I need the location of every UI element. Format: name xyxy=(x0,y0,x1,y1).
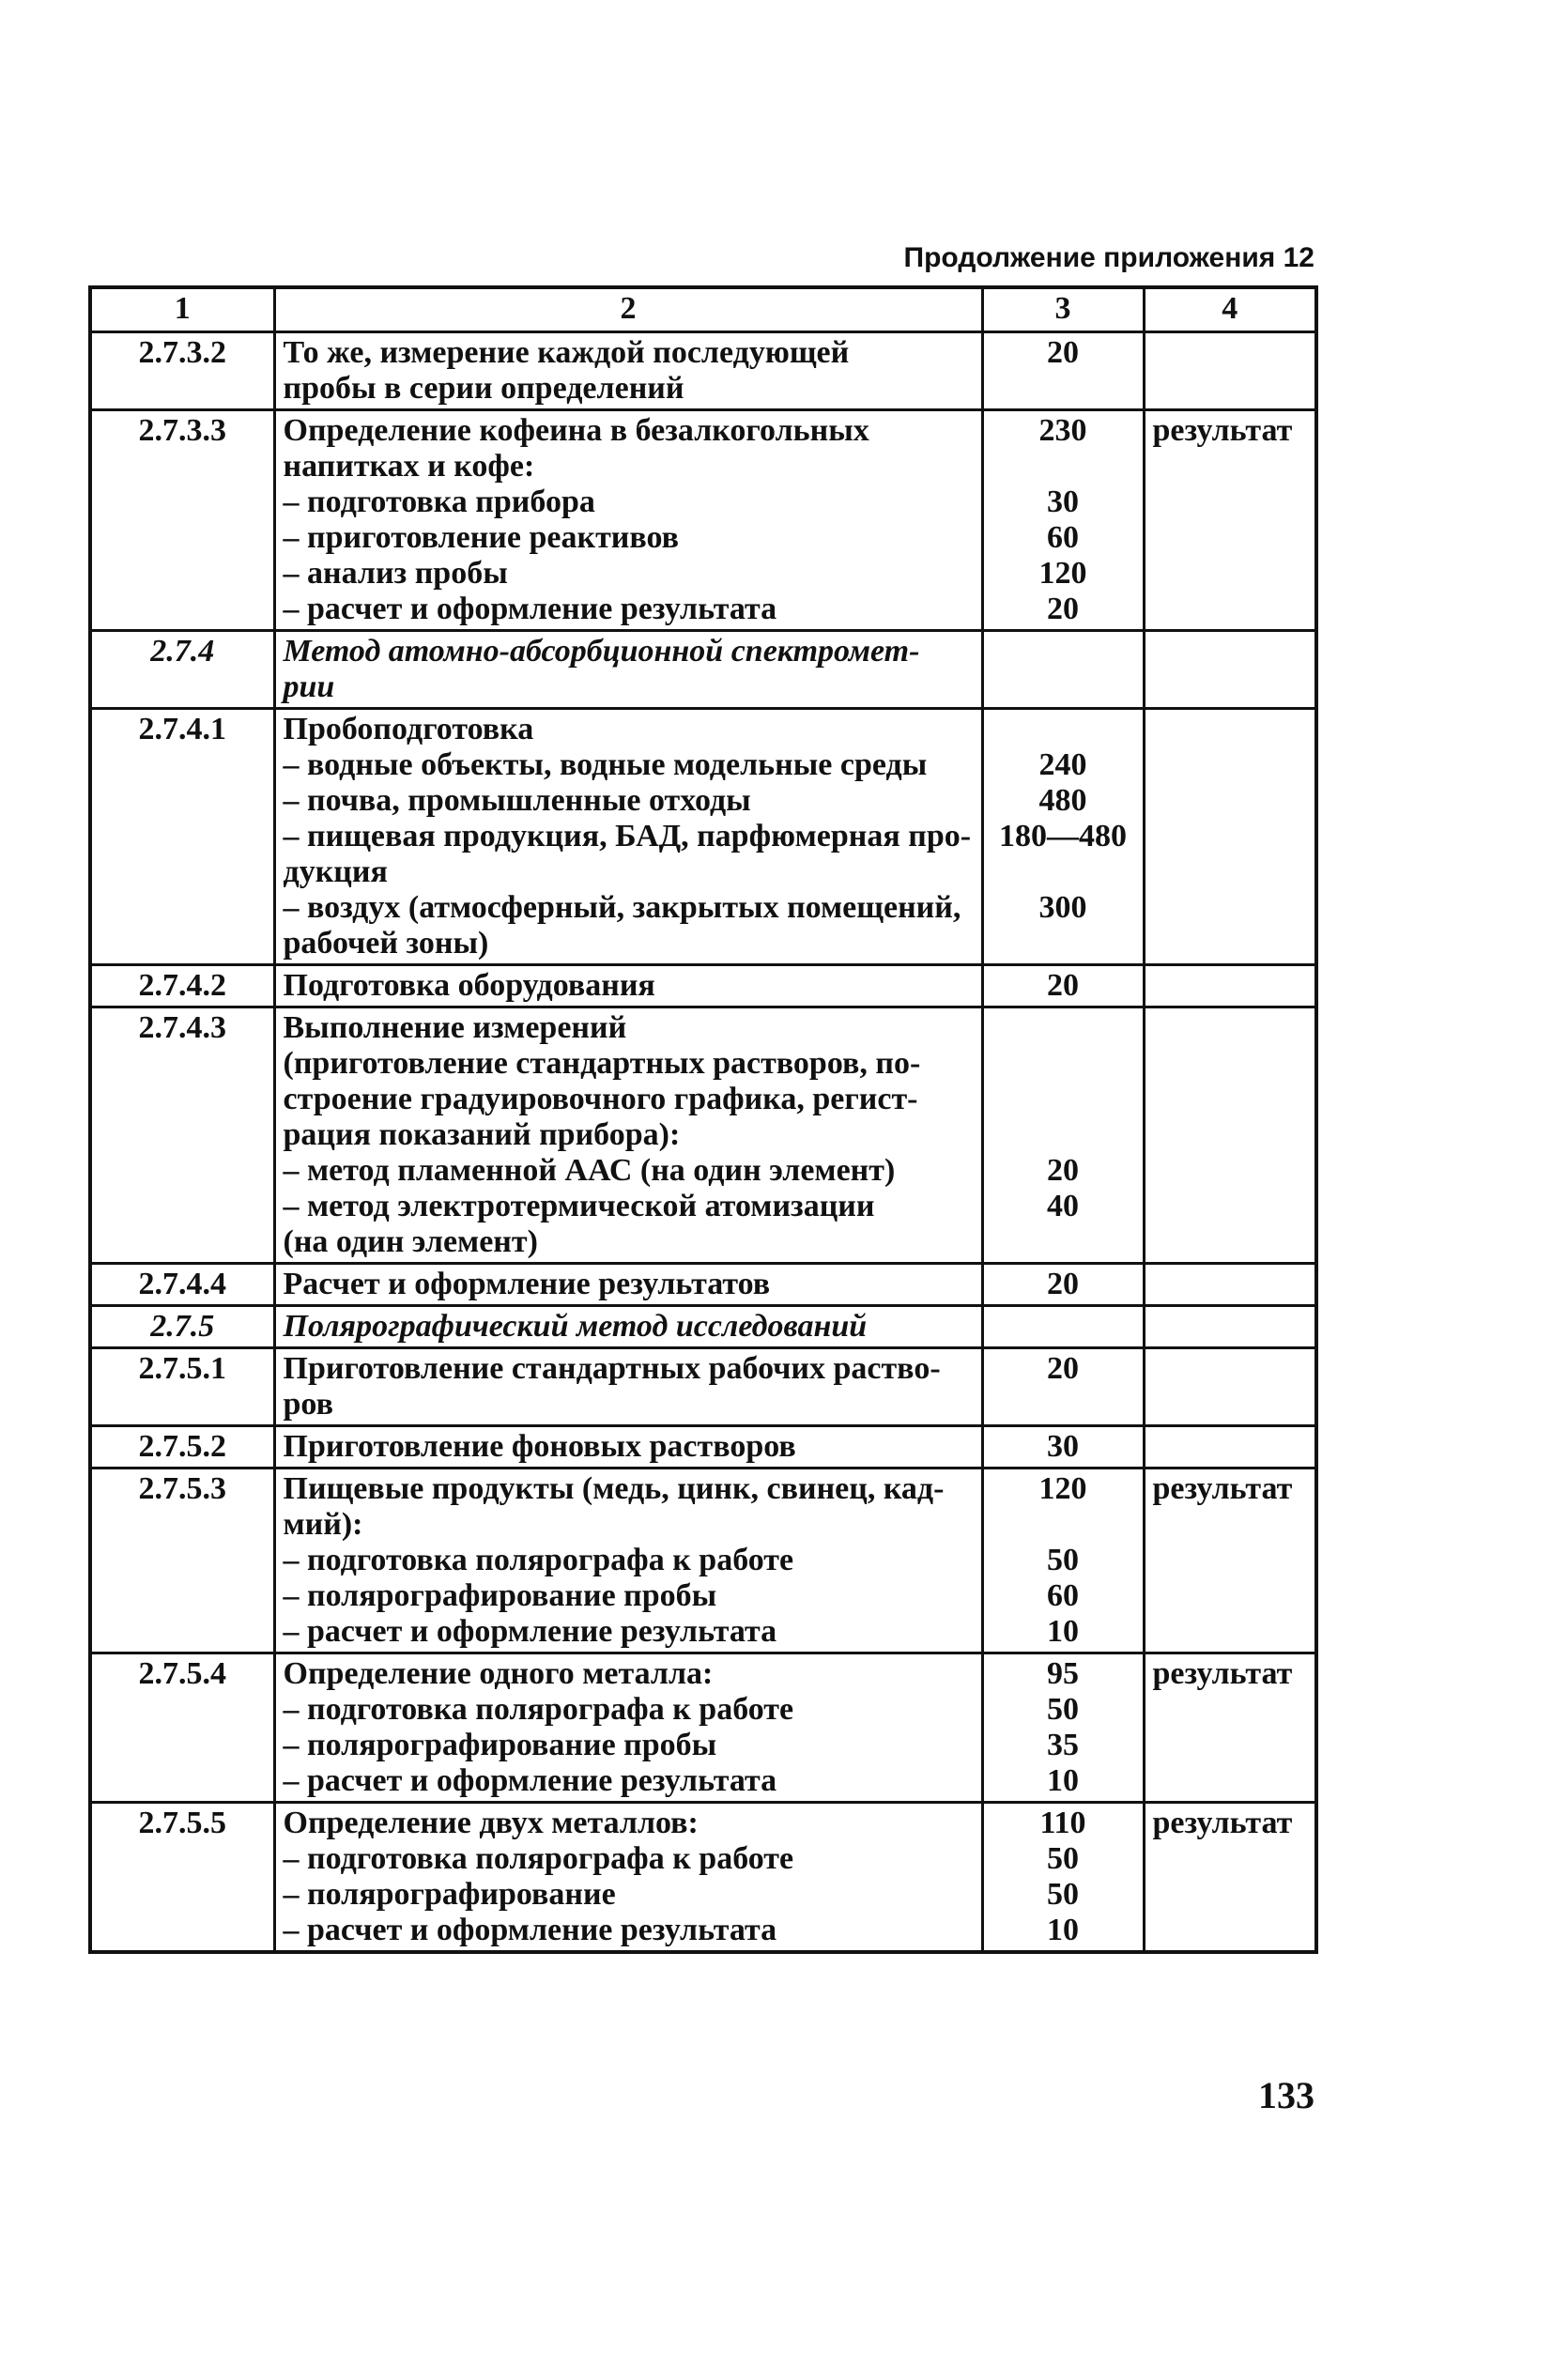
time-value-line: 230 xyxy=(1038,413,1087,448)
table-row xyxy=(90,1653,1316,1803)
description-line: – пищевая продукция, БАД, парфюмерная про- xyxy=(283,819,972,853)
description-line: рация показаний прибора): xyxy=(283,1117,681,1152)
row-unit-note xyxy=(1144,1264,1316,1306)
row-unit-note xyxy=(1144,1007,1316,1264)
description-line: – расчет и оформление результата xyxy=(283,1763,777,1798)
row-code: 2.7.5.2 xyxy=(90,1426,274,1468)
time-value-line xyxy=(992,1309,1135,1345)
row-unit-note: результат xyxy=(1144,1803,1316,1953)
row-description xyxy=(274,332,982,410)
time-value-line: 60 xyxy=(1047,1578,1079,1613)
time-value-line: 50 xyxy=(1047,1877,1079,1912)
description-line: ров xyxy=(283,1387,333,1422)
description-line: – приготовление реактивов xyxy=(283,520,680,555)
time-value-line: 50 xyxy=(1047,1543,1079,1577)
table-row xyxy=(90,332,1316,410)
header-col-4: 4 xyxy=(1144,287,1316,332)
row-time-value xyxy=(982,1348,1144,1426)
row-code: 2.7.4.1 xyxy=(90,709,274,965)
table-row xyxy=(90,410,1316,631)
row-description xyxy=(274,631,982,709)
row-unit-note xyxy=(1144,631,1316,709)
description-line: рабочей зоны) xyxy=(283,926,489,961)
row-time-value xyxy=(982,1803,1144,1953)
time-value-line: 35 xyxy=(1047,1728,1079,1762)
time-value-line: 30 xyxy=(1047,484,1079,519)
description-line: Расчет и оформление результатов xyxy=(283,1267,771,1301)
time-value-line xyxy=(992,1117,1135,1153)
row-code: 2.7.3.3 xyxy=(90,410,274,631)
time-value-line xyxy=(992,449,1135,484)
row-description xyxy=(274,1803,982,1953)
table-row xyxy=(90,1007,1316,1264)
row-unit-note xyxy=(1144,1426,1316,1468)
row-time-value xyxy=(982,1306,1144,1348)
description-line: Приготовление фоновых растворов xyxy=(283,1429,796,1464)
time-value-line: 120 xyxy=(1038,1471,1087,1506)
description-line: – полярографирование пробы xyxy=(283,1728,717,1762)
table-caption: Продолжение приложения 12 xyxy=(903,242,1314,273)
description-line: напитках и кофе: xyxy=(283,449,535,484)
table-row xyxy=(90,631,1316,709)
header-col-1: 1 xyxy=(90,287,274,332)
description-line: – расчет и оформление результата xyxy=(283,1913,777,1947)
description-line: Подготовка оборудования xyxy=(283,968,655,1003)
row-time-value xyxy=(982,965,1144,1007)
time-value-line: 10 xyxy=(1047,1763,1079,1798)
time-value-line: 120 xyxy=(1038,556,1087,591)
row-time-value xyxy=(982,1264,1144,1306)
description-line: – подготовка полярографа к работе xyxy=(283,1841,794,1876)
time-value-line xyxy=(992,712,1135,747)
time-value-line: 20 xyxy=(1047,968,1079,1003)
time-value-line: 480 xyxy=(1038,783,1087,818)
description-line: Определение одного металла: xyxy=(283,1656,714,1691)
time-value-line: 50 xyxy=(1047,1692,1079,1727)
row-code: 2.7.4.2 xyxy=(90,965,274,1007)
row-unit-note xyxy=(1144,965,1316,1007)
time-value-line xyxy=(992,1082,1135,1117)
description-line: – подготовка полярографа к работе xyxy=(283,1543,794,1577)
description-line: – подготовка прибора xyxy=(283,484,595,519)
row-description xyxy=(274,1007,982,1264)
description-line: Приготовление стандартных рабочих раство- xyxy=(283,1351,941,1386)
page-number: 133 xyxy=(1258,2074,1314,2116)
description-line: рии xyxy=(283,669,335,704)
time-value-line: 20 xyxy=(1047,1351,1079,1386)
description-line: – анализ пробы xyxy=(283,556,508,591)
row-description xyxy=(274,709,982,965)
row-time-value xyxy=(982,1468,1144,1653)
row-description xyxy=(274,1348,982,1426)
description-line: строение градуировочного графика, регист- xyxy=(283,1082,918,1116)
row-unit-note: результат xyxy=(1144,1653,1316,1803)
row-time-value xyxy=(982,1653,1144,1803)
description-line: Определение двух металлов: xyxy=(283,1806,699,1840)
row-description xyxy=(274,1468,982,1653)
table-row xyxy=(90,1348,1316,1426)
row-time-value xyxy=(982,332,1144,410)
row-unit-note: результат xyxy=(1144,410,1316,631)
row-description xyxy=(274,1306,982,1348)
time-value-line: 20 xyxy=(1047,1267,1079,1301)
row-code: 2.7.4.3 xyxy=(90,1007,274,1264)
description-line: Пищевые продукты (медь, цинк, свинец, кад- xyxy=(283,1471,945,1506)
description-line: – полярографирование xyxy=(283,1877,616,1912)
time-value-line: 240 xyxy=(1038,747,1087,782)
description-line: дукция xyxy=(283,854,388,889)
table-row xyxy=(90,709,1316,965)
description-line: – почва, промышленные отходы xyxy=(283,783,751,818)
row-code: 2.7.5 xyxy=(90,1306,274,1348)
description-line: Пробоподготовка xyxy=(283,712,534,746)
time-value-line xyxy=(992,926,1135,961)
description-line: – водные объекты, водные модельные среды xyxy=(283,747,928,782)
time-value-line: 20 xyxy=(1047,335,1079,370)
row-time-value xyxy=(982,410,1144,631)
row-unit-note xyxy=(1144,1306,1316,1348)
row-code: 2.7.3.2 xyxy=(90,332,274,410)
row-code: 2.7.5.4 xyxy=(90,1653,274,1803)
time-value-line xyxy=(992,1010,1135,1046)
time-value-line xyxy=(992,634,1135,669)
table-row xyxy=(90,1803,1316,1953)
table-row xyxy=(90,1264,1316,1306)
header-col-3: 3 xyxy=(982,287,1144,332)
row-description xyxy=(274,1426,982,1468)
description-line: – воздух (атмосферный, закрытых помещений, xyxy=(283,890,961,925)
time-value-line: 50 xyxy=(1047,1841,1079,1876)
table-row xyxy=(90,1426,1316,1468)
row-description xyxy=(274,1653,982,1803)
row-unit-note xyxy=(1144,1348,1316,1426)
description-line: Метод атомно-абсорбционной спектромет- xyxy=(283,634,920,669)
row-code: 2.7.5.3 xyxy=(90,1468,274,1653)
description-line: мий): xyxy=(283,1507,363,1542)
row-unit-note: результат xyxy=(1144,1468,1316,1653)
header-col-2: 2 xyxy=(274,287,982,332)
time-value-line: 30 xyxy=(1047,1429,1079,1464)
time-value-line: 180—480 xyxy=(999,819,1127,853)
time-value-line: 95 xyxy=(1047,1656,1079,1691)
row-code: 2.7.5.5 xyxy=(90,1803,274,1953)
row-description xyxy=(274,965,982,1007)
row-time-value xyxy=(982,631,1144,709)
description-line: – полярографирование пробы xyxy=(283,1578,717,1613)
description-line: пробы в серии определений xyxy=(283,371,684,406)
table-row xyxy=(90,965,1316,1007)
row-description xyxy=(274,1264,982,1306)
row-code: 2.7.4.4 xyxy=(90,1264,274,1306)
header-row xyxy=(90,287,1316,332)
description-line: – метод пламенной ААС (на один элемент) xyxy=(283,1153,896,1188)
description-line: – расчет и оформление результата xyxy=(283,592,777,626)
row-description xyxy=(274,410,982,631)
time-value-line: 10 xyxy=(1047,1913,1079,1947)
table-body xyxy=(90,332,1316,1953)
time-value-line: 10 xyxy=(1047,1614,1079,1649)
description-line: – метод электротермической атомизации xyxy=(283,1189,875,1223)
time-value-line: 300 xyxy=(1038,890,1087,925)
description-line: То же, измерение каждой последующей xyxy=(283,335,850,370)
row-time-value xyxy=(982,1007,1144,1264)
time-value-line: 20 xyxy=(1047,592,1079,626)
time-value-line xyxy=(992,1046,1135,1082)
row-unit-note xyxy=(1144,709,1316,965)
description-line: – расчет и оформление результата xyxy=(283,1614,777,1649)
table-row xyxy=(90,1468,1316,1653)
time-value-line xyxy=(992,1224,1135,1260)
time-value-line xyxy=(992,1507,1135,1543)
time-value-line xyxy=(992,854,1135,890)
description-line: Определение кофеина в безалкогольных xyxy=(283,413,869,448)
norms-table xyxy=(88,285,1318,1954)
description-line: – подготовка полярографа к работе xyxy=(283,1692,794,1727)
description-line: Выполнение измерений xyxy=(283,1010,627,1045)
time-value-line: 40 xyxy=(1047,1189,1079,1223)
time-value-line: 20 xyxy=(1047,1153,1079,1188)
description-line: (приготовление стандартных растворов, по- xyxy=(283,1046,921,1081)
row-time-value xyxy=(982,709,1144,965)
row-code: 2.7.5.1 xyxy=(90,1348,274,1426)
description-line: Полярографический метод исследований xyxy=(283,1309,868,1344)
row-code: 2.7.4 xyxy=(90,631,274,709)
row-unit-note xyxy=(1144,332,1316,410)
time-value-line: 60 xyxy=(1047,520,1079,555)
table-row xyxy=(90,1306,1316,1348)
row-time-value xyxy=(982,1426,1144,1468)
description-line: (на один элемент) xyxy=(283,1224,538,1259)
time-value-line: 110 xyxy=(1039,1806,1086,1840)
